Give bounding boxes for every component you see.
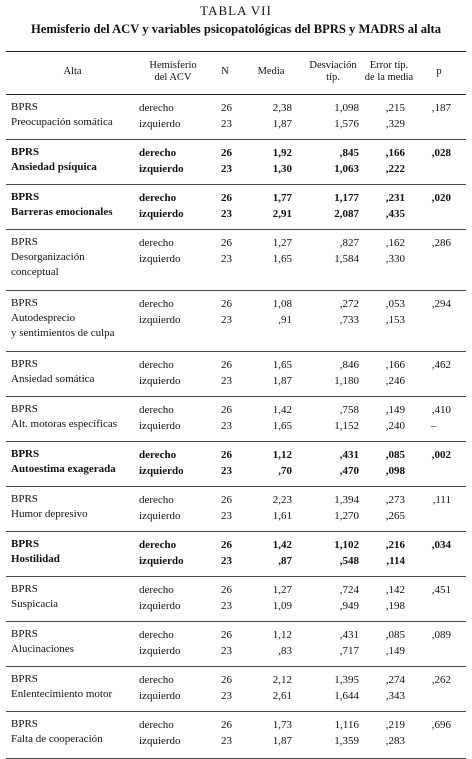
cell-hemisferio: izquierdo — [139, 510, 181, 522]
table-row — [6, 251, 466, 267]
cell-p-value: ,187 — [431, 102, 451, 114]
cell-n: 26 — [221, 494, 232, 506]
cell-media: 1,09 — [272, 600, 292, 612]
cell-hemisferio: derecho — [139, 192, 177, 204]
header-error-line1: Error típ. — [369, 60, 409, 71]
cell-n: 26 — [221, 359, 232, 371]
cell-error: ,435 — [385, 208, 405, 220]
cell-media: ,70 — [278, 465, 292, 477]
variable-label-line: Ansiedad psíquica — [11, 161, 97, 173]
cell-media: 2,12 — [272, 674, 292, 686]
cell-p-value: ,034 — [431, 539, 451, 551]
variable-label-line: Ansiedad somática — [11, 373, 95, 385]
cell-error: ,162 — [385, 237, 405, 249]
row-group — [6, 487, 466, 532]
row-group — [6, 577, 466, 622]
variable-label-line: Humor depresivo — [11, 508, 88, 520]
cell-n: 26 — [221, 102, 232, 114]
cell-n: 26 — [221, 404, 232, 416]
header-desviacion-line1: Desviación — [309, 60, 357, 71]
table-row — [6, 627, 466, 643]
cell-n: 26 — [221, 298, 232, 310]
cell-n: 26 — [221, 719, 232, 731]
table-row — [6, 598, 466, 614]
cell-desviacion: ,845 — [339, 147, 359, 159]
row-group — [6, 140, 466, 185]
cell-error: ,246 — [385, 375, 405, 387]
header-desviacion — [302, 60, 364, 84]
cell-hemisferio: izquierdo — [139, 465, 184, 477]
cell-media: 1,65 — [272, 359, 292, 371]
cell-n: 23 — [221, 735, 232, 747]
variable-label-line: BPRS — [11, 628, 38, 640]
cell-n: 23 — [221, 253, 232, 265]
cell-media: 1,42 — [272, 539, 292, 551]
cell-desviacion: 1,116 — [334, 719, 359, 731]
cell-desviacion: ,717 — [339, 645, 359, 657]
cell-desviacion: 1,359 — [334, 735, 359, 747]
header-error-line2: de la media — [364, 72, 414, 83]
cell-hemisferio: derecho — [139, 494, 174, 506]
cell-error: ,240 — [385, 420, 405, 432]
variable-label-line: BPRS — [11, 493, 38, 505]
cell-hemisferio: izquierdo — [139, 420, 181, 432]
header-p: p — [436, 66, 442, 77]
cell-desviacion: 2,087 — [334, 208, 359, 220]
cell-desviacion: 1,394 — [334, 494, 359, 506]
cell-media: 1,65 — [272, 420, 292, 432]
variable-label-line: Hostilidad — [11, 553, 60, 565]
table-row — [6, 296, 466, 312]
variable-label-line: BPRS — [11, 673, 38, 685]
header-desviacion-line2: típ. — [326, 72, 340, 83]
row-group — [6, 712, 466, 759]
cell-desviacion: ,272 — [339, 298, 359, 310]
table-row — [6, 492, 466, 508]
cell-media: 1,92 — [272, 147, 292, 159]
row-group — [6, 291, 466, 352]
cell-desviacion: 1,063 — [334, 163, 359, 175]
header-error — [358, 60, 420, 84]
cell-hemisferio: izquierdo — [139, 600, 181, 612]
row-group — [6, 622, 466, 667]
cell-p-value: ,020 — [431, 192, 451, 204]
data-table — [6, 51, 466, 759]
cell-desviacion: ,733 — [339, 314, 359, 326]
variable-label-line: BPRS — [11, 191, 40, 203]
cell-error: ,265 — [385, 510, 405, 522]
variable-label-line: BPRS — [11, 583, 38, 595]
table-body — [6, 95, 466, 759]
cell-media: 1,27 — [272, 237, 292, 249]
cell-p-value: ,451 — [431, 584, 451, 596]
dash-mark: – — [431, 420, 437, 432]
cell-hemisferio: derecho — [139, 584, 174, 596]
cell-hemisferio: izquierdo — [139, 118, 181, 130]
cell-error: ,215 — [385, 102, 405, 114]
cell-hemisferio: derecho — [139, 674, 174, 686]
variable-label-line: conceptual — [11, 266, 59, 278]
table-header — [6, 51, 466, 95]
cell-hemisferio: derecho — [139, 719, 174, 731]
table-row — [6, 717, 466, 733]
table-row — [6, 100, 466, 116]
variable-label-line: BPRS — [11, 146, 40, 158]
cell-desviacion: 1,395 — [334, 674, 359, 686]
cell-n: 26 — [221, 237, 232, 249]
cell-n: 23 — [221, 420, 232, 432]
cell-n: 26 — [221, 629, 232, 641]
row-group — [6, 532, 466, 577]
table-row — [6, 116, 466, 132]
cell-hemisferio: derecho — [139, 539, 177, 551]
cell-desviacion: ,548 — [339, 555, 359, 567]
row-group — [6, 230, 466, 291]
cell-n: 23 — [221, 690, 232, 702]
cell-n: 23 — [221, 510, 232, 522]
cell-error: ,053 — [385, 298, 405, 310]
table-title: Hemisferio del ACV y variables psicopatológicas del BPRS y MADRS al alta — [30, 22, 442, 36]
cell-desviacion: ,758 — [339, 404, 359, 416]
cell-p-value: ,111 — [432, 494, 451, 506]
cell-media: 2,61 — [272, 690, 292, 702]
cell-media: 1,42 — [272, 404, 292, 416]
cell-n: 23 — [221, 163, 232, 175]
cell-media: ,87 — [278, 555, 292, 567]
variable-label-line: Alucinaciones — [11, 643, 74, 655]
row-group — [6, 352, 466, 397]
cell-media: 1,08 — [272, 298, 292, 310]
header-media: Media — [257, 66, 285, 77]
table-row — [6, 463, 466, 479]
cell-error: ,098 — [385, 465, 405, 477]
table-row — [6, 145, 466, 161]
cell-desviacion: ,724 — [339, 584, 359, 596]
cell-n: 23 — [221, 118, 232, 130]
variable-label-line: Autodesprecio — [11, 312, 76, 324]
cell-n: 26 — [221, 147, 232, 159]
cell-n: 26 — [221, 584, 232, 596]
cell-error: ,166 — [385, 147, 405, 159]
cell-hemisferio: derecho — [139, 404, 174, 416]
variable-label-line: Barreras emocionales — [11, 206, 113, 218]
cell-desviacion: ,470 — [339, 465, 359, 477]
variable-label-line: BPRS — [11, 448, 40, 460]
cell-p-value: ,410 — [431, 404, 451, 416]
cell-error: ,343 — [385, 690, 405, 702]
cell-n: 23 — [221, 465, 232, 477]
table-row — [6, 190, 466, 206]
cell-error: ,329 — [385, 118, 405, 130]
table-row — [6, 672, 466, 688]
cell-n: 26 — [221, 539, 232, 551]
table-row — [6, 312, 466, 328]
cell-hemisferio: izquierdo — [139, 645, 181, 657]
row-group — [6, 95, 466, 140]
cell-desviacion: 1,102 — [334, 539, 359, 551]
cell-media: 1,87 — [272, 375, 292, 387]
header-hemisferio-line1: Hemisferio — [149, 60, 197, 71]
cell-n: 23 — [221, 645, 232, 657]
variable-label-line: BPRS — [11, 403, 38, 415]
cell-error: ,153 — [385, 314, 405, 326]
cell-media: 1,73 — [272, 719, 292, 731]
cell-media: 1,12 — [272, 629, 292, 641]
cell-hemisferio: izquierdo — [139, 375, 181, 387]
table-row — [6, 688, 466, 704]
variable-label-line: Preocupación somática — [11, 116, 113, 128]
cell-p-value: ,286 — [431, 237, 451, 249]
cell-hemisferio: izquierdo — [139, 314, 181, 326]
cell-n: 23 — [221, 314, 232, 326]
table-row — [6, 733, 466, 749]
cell-error: ,273 — [385, 494, 405, 506]
cell-desviacion: 1,152 — [334, 420, 359, 432]
table-row — [6, 161, 466, 177]
variable-label-line: Falta de cooperación — [11, 733, 103, 745]
cell-desviacion: ,827 — [339, 237, 359, 249]
cell-media: 1,27 — [272, 584, 292, 596]
table-row — [6, 373, 466, 389]
cell-desviacion: 1,584 — [334, 253, 359, 265]
cell-desviacion: ,431 — [339, 449, 359, 461]
cell-p-value: ,089 — [431, 629, 451, 641]
cell-hemisferio: derecho — [139, 359, 174, 371]
cell-hemisferio: derecho — [139, 449, 177, 461]
table-row — [6, 206, 466, 222]
variable-label-line: BPRS — [11, 236, 38, 248]
cell-media: 1,87 — [272, 735, 292, 747]
cell-hemisferio: izquierdo — [139, 735, 181, 747]
table-row — [6, 553, 466, 569]
cell-hemisferio: derecho — [139, 629, 174, 641]
header-hemisferio — [134, 60, 212, 84]
cell-desviacion: 1,576 — [334, 118, 359, 130]
cell-hemisferio: derecho — [139, 102, 174, 114]
cell-p-value: ,028 — [431, 147, 451, 159]
table-row — [6, 235, 466, 251]
table-row — [6, 537, 466, 553]
cell-hemisferio: derecho — [139, 147, 177, 159]
cell-desviacion: ,949 — [339, 600, 359, 612]
cell-n: 26 — [221, 192, 232, 204]
variable-label-line: y sentimientos de culpa — [11, 327, 115, 339]
cell-hemisferio: izquierdo — [139, 208, 184, 220]
table-row — [6, 357, 466, 373]
cell-n: 26 — [221, 449, 232, 461]
cell-error: ,114 — [386, 555, 405, 567]
header-n: N — [221, 66, 229, 77]
cell-hemisferio: izquierdo — [139, 163, 184, 175]
cell-n: 23 — [221, 208, 232, 220]
cell-p-value: ,294 — [431, 298, 451, 310]
variable-label-line: Desorganización — [11, 251, 85, 263]
header-alta: Alta — [63, 66, 82, 77]
cell-hemisferio: derecho — [139, 237, 174, 249]
cell-media: 2,91 — [272, 208, 292, 220]
table-row — [6, 508, 466, 524]
table-row — [6, 582, 466, 598]
header-hemisferio-line2: del ACV — [154, 72, 192, 83]
cell-p-value: ,696 — [431, 719, 451, 731]
cell-error: ,274 — [385, 674, 405, 686]
cell-media: 1,30 — [272, 163, 292, 175]
cell-error: ,149 — [385, 404, 405, 416]
cell-error: ,085 — [385, 629, 405, 641]
cell-n: 23 — [221, 555, 232, 567]
variable-label-line: Enlentecimiento motor — [11, 688, 113, 700]
cell-desviacion: 1,177 — [334, 192, 359, 204]
cell-error: ,283 — [385, 735, 405, 747]
variable-label-line: BPRS — [11, 101, 38, 113]
table-row — [6, 643, 466, 659]
cell-error: ,142 — [385, 584, 405, 596]
variable-label-line: BPRS — [11, 358, 38, 370]
row-group — [6, 397, 466, 442]
cell-desviacion: 1,098 — [334, 102, 359, 114]
cell-error: ,198 — [385, 600, 405, 612]
variable-label-line: BPRS — [11, 297, 38, 309]
cell-media: ,83 — [278, 645, 292, 657]
cell-error: ,330 — [385, 253, 405, 265]
table-caption: TABLA VII — [200, 3, 272, 18]
cell-hemisferio: derecho — [139, 298, 174, 310]
cell-error: ,085 — [385, 449, 405, 461]
cell-media: 1,65 — [272, 253, 292, 265]
variable-label-line: BPRS — [11, 538, 40, 550]
cell-media: 2,23 — [272, 494, 292, 506]
row-group — [6, 442, 466, 487]
cell-hemisferio: izquierdo — [139, 253, 181, 265]
cell-p-value: ,002 — [431, 449, 451, 461]
cell-n: 26 — [221, 674, 232, 686]
cell-hemisferio: izquierdo — [139, 555, 184, 567]
variable-label-line: Suspicacia — [11, 598, 59, 610]
cell-media: 1,12 — [272, 449, 292, 461]
cell-desviacion: ,846 — [339, 359, 359, 371]
cell-desviacion: 1,180 — [334, 375, 359, 387]
cell-media: 2,38 — [272, 102, 292, 114]
cell-desviacion: ,431 — [339, 629, 359, 641]
cell-p-value: ,262 — [431, 674, 451, 686]
cell-n: 23 — [221, 375, 232, 387]
cell-media: 1,87 — [272, 118, 292, 130]
row-group — [6, 667, 466, 712]
variable-label-line: Autoestima exagerada — [11, 463, 116, 475]
cell-p-value: ,462 — [431, 359, 451, 371]
variable-label-line: Alt. motoras específicas — [11, 418, 117, 430]
cell-error: ,222 — [385, 163, 405, 175]
variable-label-line: BPRS — [11, 718, 38, 730]
cell-n: 23 — [221, 600, 232, 612]
table-row — [6, 402, 466, 418]
cell-hemisferio: izquierdo — [139, 690, 181, 702]
cell-error: ,149 — [385, 645, 405, 657]
table-row — [6, 418, 466, 434]
cell-media: 1,61 — [272, 510, 292, 522]
row-group — [6, 185, 466, 230]
cell-desviacion: 1,270 — [334, 510, 359, 522]
cell-error: ,166 — [385, 359, 405, 371]
cell-error: ,231 — [385, 192, 405, 204]
table-row — [6, 447, 466, 463]
cell-error: ,219 — [385, 719, 405, 731]
cell-error: ,216 — [385, 539, 405, 551]
cell-media: 1,77 — [272, 192, 292, 204]
cell-media: ,91 — [278, 314, 292, 326]
cell-desviacion: 1,644 — [334, 690, 359, 702]
